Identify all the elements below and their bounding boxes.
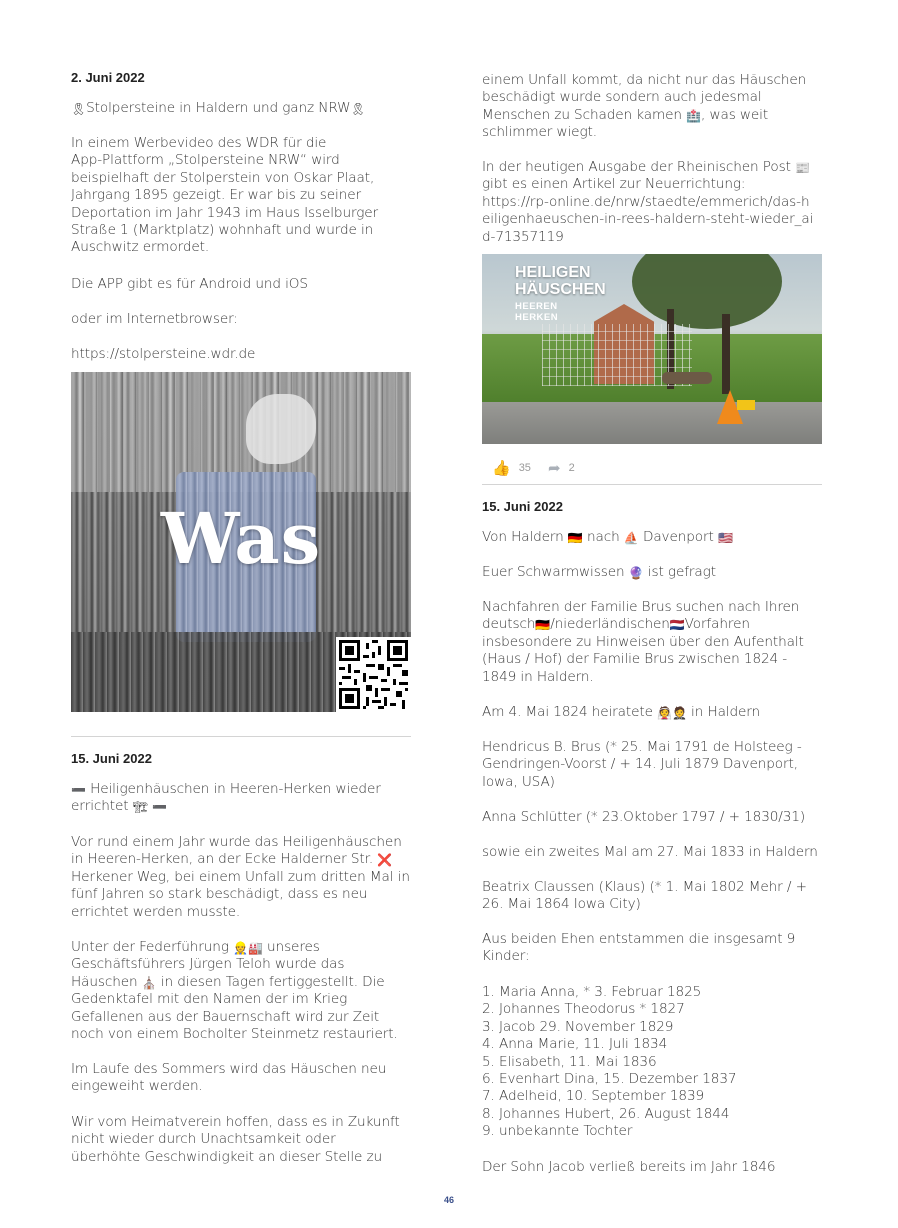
dash-icon: ➖ xyxy=(71,783,86,797)
image-caption-word: Was xyxy=(160,497,322,580)
flag-nl-icon: 🇳🇱 xyxy=(669,618,685,633)
entry-body: Im Laufe des Sommers wird das Häuschen neu eingeweiht werden. xyxy=(71,1061,387,1095)
dash-icon: ➖ xyxy=(152,800,167,815)
share-icon: ➦ xyxy=(548,460,561,477)
entry-body: In der heutigen Ausgabe der Rheinischen Post 📰 gibt es einen Artikel zur Neuerrichtung: https://rp-online.de/nrw/staedte/emmerich/das-h eiligenhaeuschen-in-rees-haldern-steht-wieder_ai d-71357119 xyxy=(482,159,814,245)
children-list: 1. Maria Anna, * 3. Februar 1825 2. Johannes Theodorus * 1827 3. Jacob 29. November 1829 4. Anna Marie, 11. Juli 1834 5. Elisabeth, 11. Mai 1836 6. Evenhart Dina, 15. Dezember 1837 7. Adelheid, 10. September 1839 8. Johannes Hubert, 26. August 1844 9. unbekannte Tochter xyxy=(482,984,737,1140)
ribbon-icon: 🎗 xyxy=(71,102,87,116)
entry-body: Hendricus B. Brus (* 25. Mai 1791 de Holsteeg - Gendringen-Voorst / + 14. Juli 1879 Davenport, Iowa, USA) xyxy=(482,739,802,790)
ribbon-icon: 🎗 xyxy=(350,102,366,116)
entry-body: Am 4. Mai 1824 heiratete 👰🤵 in Haldern xyxy=(482,704,761,720)
entry-body: Vor rund einem Jahr wurde das Heiligenhäuschen in Heeren-Herken, an der Ecke Halderner Str. ❌ Herkener Weg, bei einem Unfall zum dritten Mal in fünf Jahren so stark beschädigt, dass es neu errichtet werden musste. xyxy=(71,834,410,920)
hospital-icon: 🏥 xyxy=(686,108,701,123)
stolpersteine-image xyxy=(71,372,411,712)
entry-body: Der Sohn Jacob verließ bereits im Jahr 1846 xyxy=(482,1159,776,1175)
entry-body: Wir vom Heimatverein hoffen, dass es in Zukunft nicht wieder durch Unachtsamkeit oder überhöhte Geschwindigkeit an dieser Stelle zu xyxy=(71,1114,400,1165)
bride-icon: 👰 xyxy=(657,706,672,720)
entry-date: 2. Juni 2022 xyxy=(71,70,145,85)
like-button[interactable]: 👍 35 xyxy=(492,460,531,477)
entry-headline: ➖ Heiligenhäuschen in Heeren-Herken wieder errichtet 🏗 ➖ xyxy=(71,781,381,815)
entry-body: In einem Werbevideo des WDR für die App-Plattform „Stolpersteine NRW“ wird beispielhaft der Stolperstein von Oskar Plaat, Jahrgang 1895 gezeigt. Er war bis zu seiner Deportation im Jahr 1943 im Haus Isselburger Straße 1 (Marktplatz) wohnhaft und wurde in Auschwitz ermordet. xyxy=(71,135,379,256)
thumbs-up-icon: 👍 xyxy=(492,460,511,477)
qr-code-icon xyxy=(336,637,411,712)
newspaper-icon: 📰 xyxy=(795,161,810,175)
entry-body: Anna Schlütter (* 23.Oktober 1797 / + 1830/31) xyxy=(482,809,806,825)
divider xyxy=(71,736,411,737)
entry-headline: Von Haldern 🇩🇪 nach ⛵ Davenport 🇺🇸 xyxy=(482,529,733,545)
entry-body: Euer Schwarmwissen 🔮 ist gefragt xyxy=(482,564,716,580)
chapel-icon: ⛪ xyxy=(141,975,157,990)
entry-date: 15. Juni 2022 xyxy=(482,499,563,514)
entry-text: Die APP gibt es für Android und iOS xyxy=(71,276,308,292)
cross-mark-icon: ❌ xyxy=(377,853,393,868)
entry-body: Nachfahren der Familie Brus suchen nach Ihren deutsch🇩🇪/niederländischen🇳🇱Vorfahren insbesondere zu Hinweisen über den Aufenthalt (Haus / Hof) der Familie Brus zwischen 1824 - 1849 in Haldern. xyxy=(482,599,804,685)
crystal-ball-icon: 🔮 xyxy=(628,566,644,580)
photo-subtitle: HEEREN HERKEN xyxy=(515,301,559,323)
flag-de-icon: 🇩🇪 xyxy=(535,618,551,633)
flag-us-icon: 🇺🇸 xyxy=(717,531,733,545)
entry-body: Aus beiden Ehen entstammen die insgesamt 9 Kinder: xyxy=(482,931,796,965)
entry-link[interactable]: https://stolpersteine.wdr.de xyxy=(71,346,256,362)
worker-icon: 👷 xyxy=(233,941,248,955)
flag-de-icon: 🇩🇪 xyxy=(567,531,583,545)
groom-icon: 🤵 xyxy=(671,706,687,720)
photo-title: HEILIGEN HÄUSCHEN xyxy=(515,264,606,298)
heiligenhaeuschen-photo xyxy=(482,254,822,444)
entry-body: Unter der Federführung 👷🏭 unseres Geschäftsführers Jürgen Teloh wurde das Häuschen ⛪ in diesen Tagen fertiggestellt. Die Gedenktafel mit den Namen der im Krieg Gefallenen aus der Bauernschaft wird zur Zeit noch von einem Bocholter Steinmetz restauriert. xyxy=(71,939,398,1043)
entry-date: 15. Juni 2022 xyxy=(71,751,152,766)
share-button[interactable]: ➦ 2 xyxy=(548,460,575,477)
page-number: 46 xyxy=(443,1195,454,1205)
factory-icon: 🏭 xyxy=(247,941,263,955)
construction-icon: 🏗 xyxy=(132,800,148,815)
divider xyxy=(482,484,822,485)
entry-body: Beatrix Claussen (Klaus) (* 1. Mai 1802 Mehr / + 26. Mai 1864 Iowa City) xyxy=(482,879,807,913)
entry-headline: 🎗Stolpersteine in Haldern und ganz NRW🎗 xyxy=(71,100,366,116)
boat-icon: ⛵ xyxy=(623,531,639,545)
entry-text: oder im Internetbrowser: xyxy=(71,311,238,327)
entry-body: einem Unfall kommt, da nicht nur das Häuschen beschädigt wurde sondern auch jedesmal Menschen zu Schaden kamen 🏥, was weit schlimmer wiegt. xyxy=(482,72,807,141)
entry-body: sowie ein zweites Mal am 27. Mai 1833 in Haldern xyxy=(482,844,818,860)
